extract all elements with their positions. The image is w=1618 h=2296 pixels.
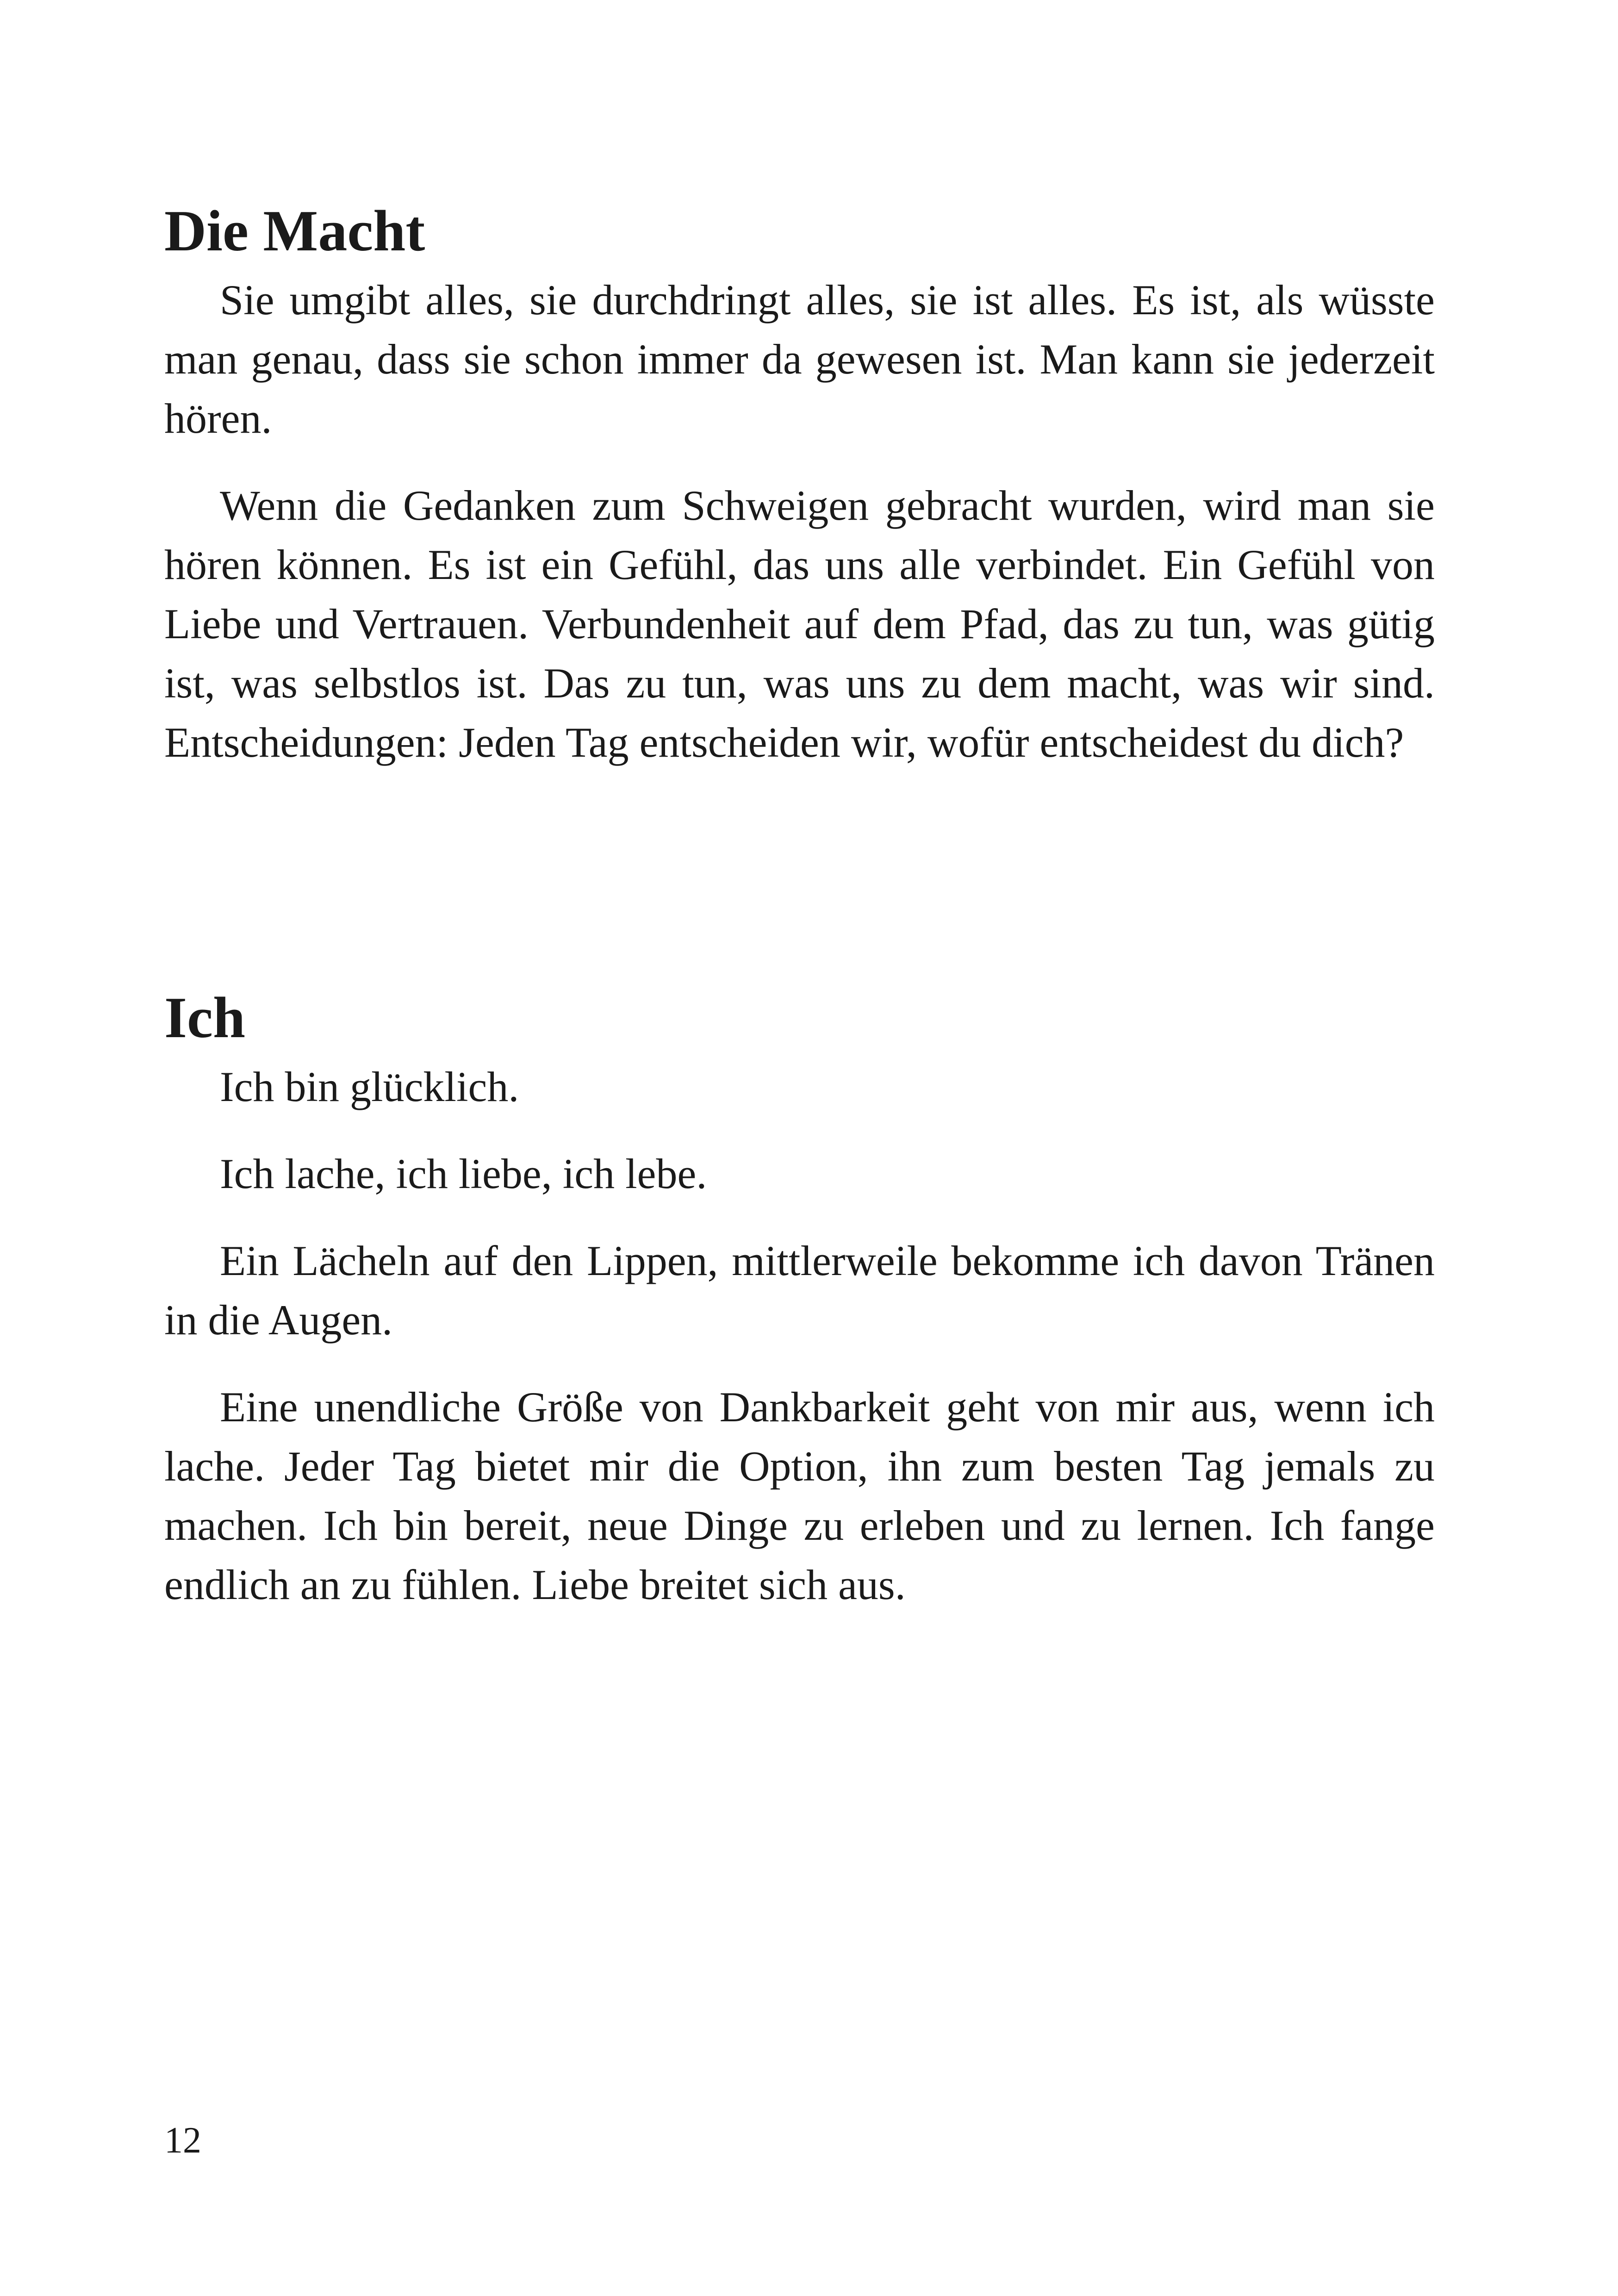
page-number: 12 (164, 2120, 201, 2161)
paragraph: Wenn die Gedanken zum Schweigen gebracht wurden, wird man sie hören können. Es ist ein Gefühl, das uns alle verbindet. Ein Gefühl von Liebe und Vertrauen. Verbundenheit auf dem Pfad, das zu tun, was gütig ist, was selbstlos ist. Das zu tun, was uns zu dem macht, was wir sind. Entscheidungen: Jeden Tag entscheiden wir, wofür entscheidest du dich? (164, 482, 1435, 766)
paragraph: Sie umgibt alles, sie durchdringt alles, sie ist alles. Es ist, als wüsste man genau, dass sie schon immer da gewesen ist. Man kann sie jederzeit hören. (164, 276, 1435, 442)
paragraph: Eine unendliche Größe von Dankbarkeit geht von mir aus, wenn ich lache. Jeder Tag bietet mir die Option, ihn zum besten Tag jemals zu machen. Ich bin bereit, neue Dinge zu erleben und zu lernen. Ich fange endlich an zu fühlen. Liebe breitet sich aus. (164, 1383, 1435, 1608)
paragraph: Ich lache, ich liebe, ich lebe. (220, 1150, 707, 1197)
paragraph: Ein Lächeln auf den Lippen, mittlerweile bekomme ich davon Tränen in die Augen. (164, 1237, 1435, 1344)
section-die-macht (164, 194, 1435, 800)
paragraph: Ich bin glücklich. (220, 1063, 519, 1110)
section-ich (164, 981, 1435, 1642)
section-heading: Die Macht (164, 199, 425, 263)
section-heading: Ich (164, 986, 246, 1050)
